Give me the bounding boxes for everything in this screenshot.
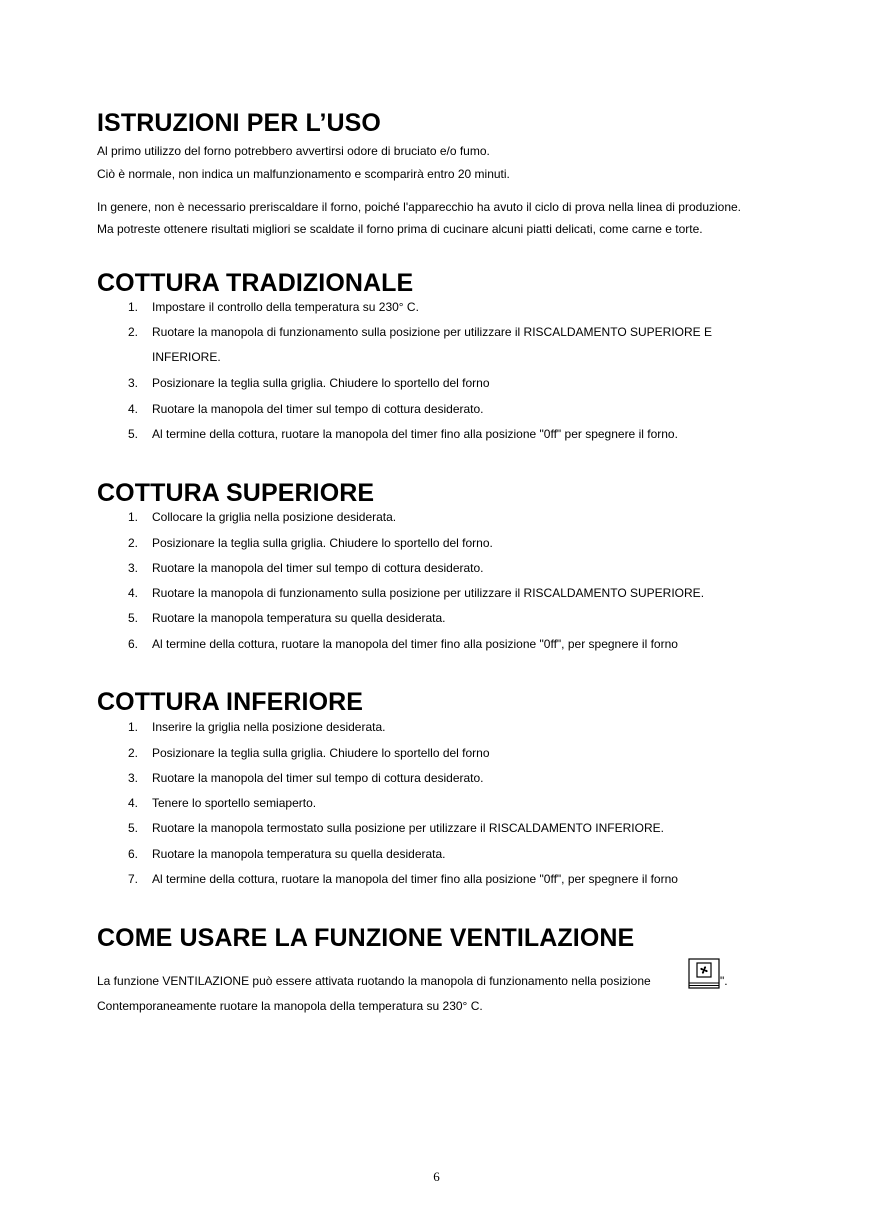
heading-tradizionale: COTTURA TRADIZIONALE — [97, 269, 414, 297]
step-text: Ruotare la manopola temperatura su quella desiderata. — [152, 611, 446, 625]
step-text: Tenere lo sportello semiaperto. — [152, 796, 317, 810]
step-text: Ruotare la manopola termostato sulla posizione per utilizzare il RISCALDAMENTO INFERIORE. — [152, 821, 664, 835]
ventilazione-line-1-text: La funzione VENTILAZIONE può essere attivata ruotando la manopola di funzionamento nella posizione — [97, 974, 651, 988]
step-text: Ruotare la manopola di funzionamento sulla posizione per utilizzare il RISCALDAMENTO SUPERIORE. — [152, 586, 705, 600]
step-text: Impostare il controllo della temperatura su 230° C. — [152, 300, 419, 314]
ventilazione-line-1 — [97, 974, 651, 989]
step-text-continued: INFERIORE. — [152, 350, 221, 364]
step-number: 4. — [127, 796, 138, 810]
step-text: Collocare la griglia nella posizione desiderata. — [152, 510, 397, 524]
ventilazione-line-2: Contemporaneamente ruotare la manopola della temperatura su 230° C. — [97, 999, 483, 1013]
page-number: 6 — [433, 1169, 440, 1184]
fan-oven-icon — [688, 958, 720, 990]
intro-line-2: Ciò è normale, non indica un malfunzionamento e scomparirà entro 20 minuti. — [97, 167, 510, 181]
intro-line-1: Al primo utilizzo del forno potrebbero avvertirsi odore di bruciato e/o fumo. — [97, 144, 490, 158]
step-number: 6. — [127, 637, 138, 651]
step-number: 3. — [127, 376, 138, 390]
step-text: Posizionare la teglia sulla griglia. Chiudere lo sportello del forno — [152, 376, 490, 390]
step-number: 3. — [127, 561, 138, 575]
step-number: 5. — [127, 821, 138, 835]
step-number: 1. — [127, 300, 138, 314]
step-number: 1. — [127, 720, 138, 734]
intro-line-3: In genere, non è necessario preriscaldare il forno, poiché l'apparecchio ha avuto il ciclo di prova nella linea di produzione. — [97, 200, 742, 214]
step-number: 3. — [127, 771, 138, 785]
heading-inferiore: COTTURA INFERIORE — [97, 688, 364, 716]
step-number: 6. — [127, 847, 138, 861]
step-number: 2. — [127, 536, 138, 550]
step-number: 5. — [127, 611, 138, 625]
step-text: Ruotare la manopola di funzionamento sulla posizione per utilizzare il RISCALDAMENTO SUPERIORE E — [152, 325, 713, 339]
step-text: Al termine della cottura, ruotare la manopola del timer fino alla posizione "0ff", per spegnere il forno — [152, 872, 678, 886]
heading-istruzioni: ISTRUZIONI PER L’USO — [97, 109, 381, 137]
step-text: Ruotare la manopola del timer sul tempo di cottura desiderato. — [152, 771, 484, 785]
step-text: Al termine della cottura, ruotare la manopola del timer fino alla posizione "0ff", per spegnere il forno — [152, 637, 678, 651]
heading-superiore: COTTURA SUPERIORE — [97, 479, 375, 507]
step-number: 7. — [127, 872, 138, 886]
step-number: 2. — [127, 325, 138, 339]
step-number: 2. — [127, 746, 138, 760]
intro-line-4: Ma potreste ottenere risultati migliori se scaldate il forno prima di cucinare alcuni piatti delicati, come carne e torte. — [97, 222, 703, 236]
step-number: 4. — [127, 402, 138, 416]
step-number: 1. — [127, 510, 138, 524]
step-text: Ruotare la manopola del timer sul tempo di cottura desiderato. — [152, 402, 484, 416]
step-text: Al termine della cottura, ruotare la manopola del timer fino alla posizione "0ff" per spegnere il forno. — [152, 427, 678, 441]
step-text: Posizionare la teglia sulla griglia. Chiudere lo sportello del forno. — [152, 536, 493, 550]
step-text: Inserire la griglia nella posizione desiderata. — [152, 720, 386, 734]
step-text: Posizionare la teglia sulla griglia. Chiudere lo sportello del forno — [152, 746, 490, 760]
ventilazione-line-1-end: ". — [720, 974, 728, 988]
step-text: Ruotare la manopola temperatura su quella desiderata. — [152, 847, 446, 861]
heading-ventilazione: COME USARE LA FUNZIONE VENTILAZIONE — [97, 924, 635, 952]
step-number: 4. — [127, 586, 138, 600]
step-number: 5. — [127, 427, 138, 441]
step-text: Ruotare la manopola del timer sul tempo di cottura desiderato. — [152, 561, 484, 575]
